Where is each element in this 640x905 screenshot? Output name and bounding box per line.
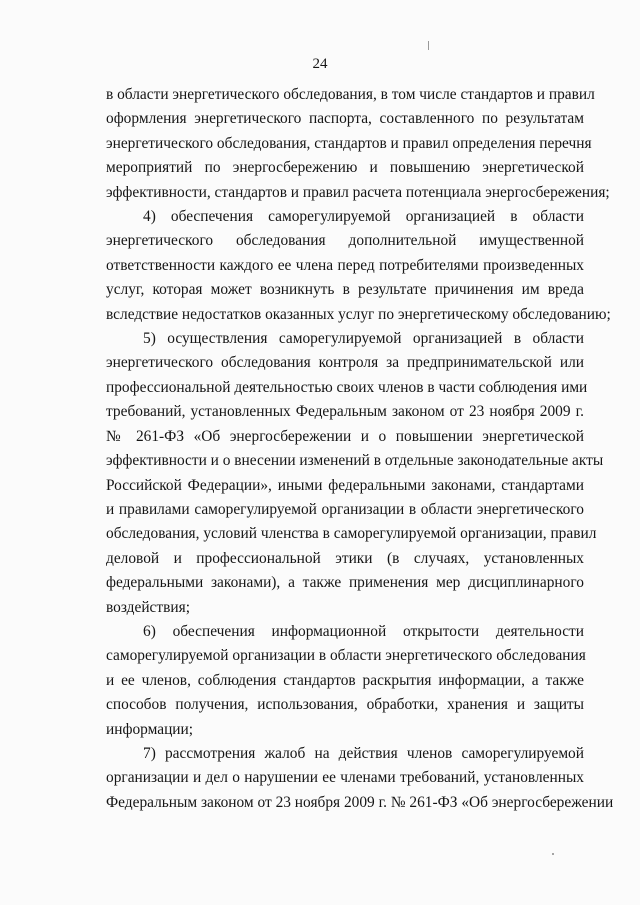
text-line: профессиональной деятельностью своих членов в части соблюдения ими bbox=[106, 378, 588, 396]
scan-mark bbox=[428, 41, 429, 50]
text-line: воздействия; bbox=[106, 598, 190, 616]
text-line: обследования, условий членства в саморегулируемой организации, правил bbox=[106, 525, 597, 543]
text-line: способов получения, использования, обработки, хранения и защиты bbox=[106, 696, 584, 714]
text-line: 7) рассмотрения жалоб на действия членов саморегулируемой bbox=[143, 744, 584, 762]
paragraph bbox=[106, 205, 611, 327]
text-line: 5) осуществления саморегулируемой организацией в области bbox=[143, 330, 584, 348]
text-line: саморегулируемой организации в области энергетического обследования bbox=[106, 647, 586, 665]
text-line: деловой и профессиональной этики (в случаях, установленных bbox=[106, 549, 584, 567]
text-line: и правилами саморегулируемой организации в области энергетического bbox=[106, 500, 584, 518]
text-line: № 261-ФЗ «Об энергосбережении и о повышении энергетической bbox=[106, 427, 584, 445]
text-line: услуг, которая может возникнуть в результате причинения им вреда bbox=[106, 281, 584, 299]
text-line: энергетического обследования дополнительной имущественной bbox=[106, 232, 584, 250]
paragraph bbox=[106, 742, 614, 815]
text-line: Российской Федерации», иными федеральными законами, стандартами bbox=[106, 476, 584, 494]
document-body bbox=[106, 83, 614, 815]
text-line: оформления энергетического паспорта, составленного по результатам bbox=[106, 110, 584, 128]
paragraph bbox=[106, 620, 584, 742]
text-line: федеральными законами), а также применения мер дисциплинарного bbox=[106, 574, 584, 592]
text-line: вследствие недостатков оказанных услуг по энергетическому обследованию; bbox=[106, 305, 611, 323]
text-line: 4) обеспечения саморегулируемой организацией в области bbox=[143, 208, 584, 226]
text-line: эффективности и о внесении изменений в отдельные законодательные акты bbox=[106, 452, 604, 470]
text-line: требований, установленных Федеральным законом от 23 ноября 2009 г. bbox=[106, 403, 584, 421]
text-line: энергетического обследования контроля за предпринимательской или bbox=[106, 354, 584, 372]
text-line: мероприятий по энергосбережению и повышению энергетической bbox=[106, 159, 584, 177]
text-line: в области энергетического обследования, в том числе стандартов и правил bbox=[106, 86, 595, 103]
text-line: эффективности, стандартов и правил расчета потенциала энергосбережения; bbox=[106, 183, 610, 201]
text-line: и ее членов, соблюдения стандартов раскрытия информации, а также bbox=[106, 671, 584, 689]
text-line: информации; bbox=[106, 720, 194, 738]
scan-dot bbox=[552, 853, 554, 855]
text-line: организации и дел о нарушении ее членами требований, установленных bbox=[106, 769, 584, 787]
text-line: Федеральным законом от 23 ноября 2009 г. № 261-ФЗ «Об энергосбережении bbox=[106, 793, 614, 811]
text-line: энергетического обследования, стандартов и правил определения перечня bbox=[106, 134, 592, 152]
text-line: 6) обеспечения информационной открытости деятельности bbox=[143, 622, 584, 640]
text-line: ответственности каждого ее члена перед потребителями произведенных bbox=[106, 256, 584, 274]
paragraph bbox=[106, 83, 610, 205]
paragraph bbox=[106, 327, 604, 620]
page-number: 24 bbox=[312, 56, 328, 72]
